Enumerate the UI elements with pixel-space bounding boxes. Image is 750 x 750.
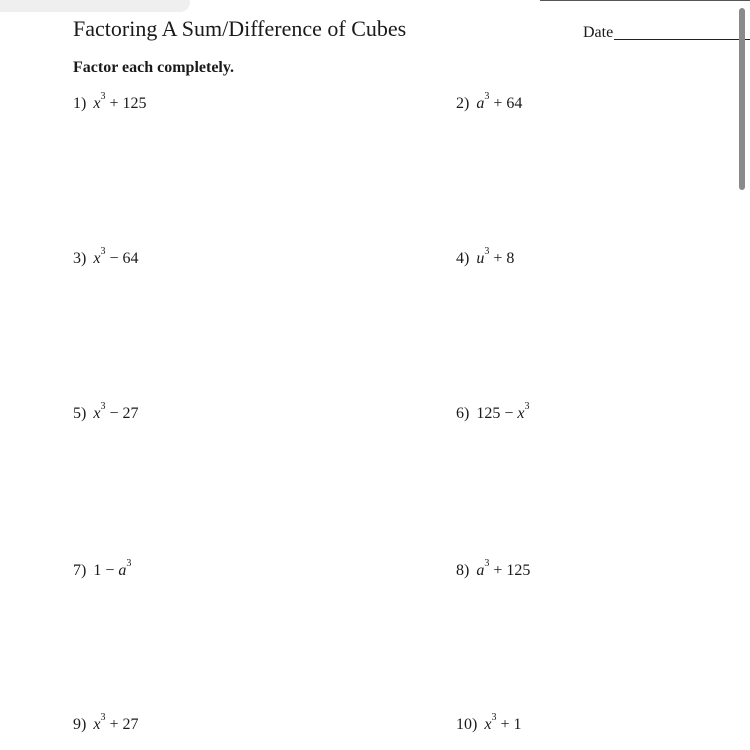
problem-number: 10) [456,716,478,733]
problem-variable: a [476,95,485,112]
problem-variable: x [484,716,492,733]
problem-exponent: 3 [524,401,530,412]
problem-suffix: + 64 [489,95,523,112]
problem-exponent: 3 [484,558,490,569]
problem-number: 7) [73,562,87,579]
worksheet-title: Factoring A Sum/Difference of Cubes [73,16,407,41]
problem-6 [456,401,530,424]
problem-exponent: 3 [126,558,132,569]
problem-variable: x [517,405,525,422]
problem-number: 9) [73,716,87,733]
problem-number: 4) [456,250,470,267]
problem-suffix: + 1 [496,716,522,733]
date-label: Date [583,24,614,41]
problem-variable: a [118,562,127,579]
problem-7 [73,558,132,581]
problem-exponent: 3 [100,91,106,102]
problem-5 [73,401,139,424]
problem-suffix: + 8 [489,250,515,267]
problem-prefix: 1 − [93,562,119,579]
instructions: Factor each completely. [73,59,234,76]
problem-suffix: + 27 [105,716,139,733]
problem-variable: x [93,405,101,422]
problem-suffix: + 125 [105,95,147,112]
problem-exponent: 3 [484,91,490,102]
problem-exponent: 3 [484,246,490,257]
problem-8 [456,558,531,581]
problem-number: 1) [73,95,87,112]
problem-number: 8) [456,562,470,579]
problem-exponent: 3 [491,712,497,723]
date-blank-line [614,39,750,40]
problem-9 [73,712,139,735]
problem-variable: a [476,562,485,579]
vertical-scrollbar[interactable] [739,8,745,190]
problem-3 [73,246,139,269]
problem-4 [456,246,515,269]
problem-number: 3) [73,250,87,267]
top-rule [540,0,750,1]
problem-number: 6) [456,405,470,422]
problem-2 [456,91,523,114]
problem-suffix: − 27 [105,405,139,422]
problem-number: 5) [73,405,87,422]
problem-exponent: 3 [100,401,106,412]
problem-suffix: − 64 [105,250,139,267]
top-tab-edge [0,0,190,12]
problem-number: 2) [456,95,470,112]
date-field [583,24,750,42]
problem-prefix: 125 − [476,405,518,422]
problem-variable: u [476,250,485,267]
problem-variable: x [93,250,101,267]
problem-exponent: 3 [100,712,106,723]
problem-variable: x [93,95,101,112]
problem-variable: x [93,716,101,733]
problem-suffix: + 125 [489,562,531,579]
problem-10 [456,712,522,735]
problem-1 [73,91,147,114]
problem-exponent: 3 [100,246,106,257]
